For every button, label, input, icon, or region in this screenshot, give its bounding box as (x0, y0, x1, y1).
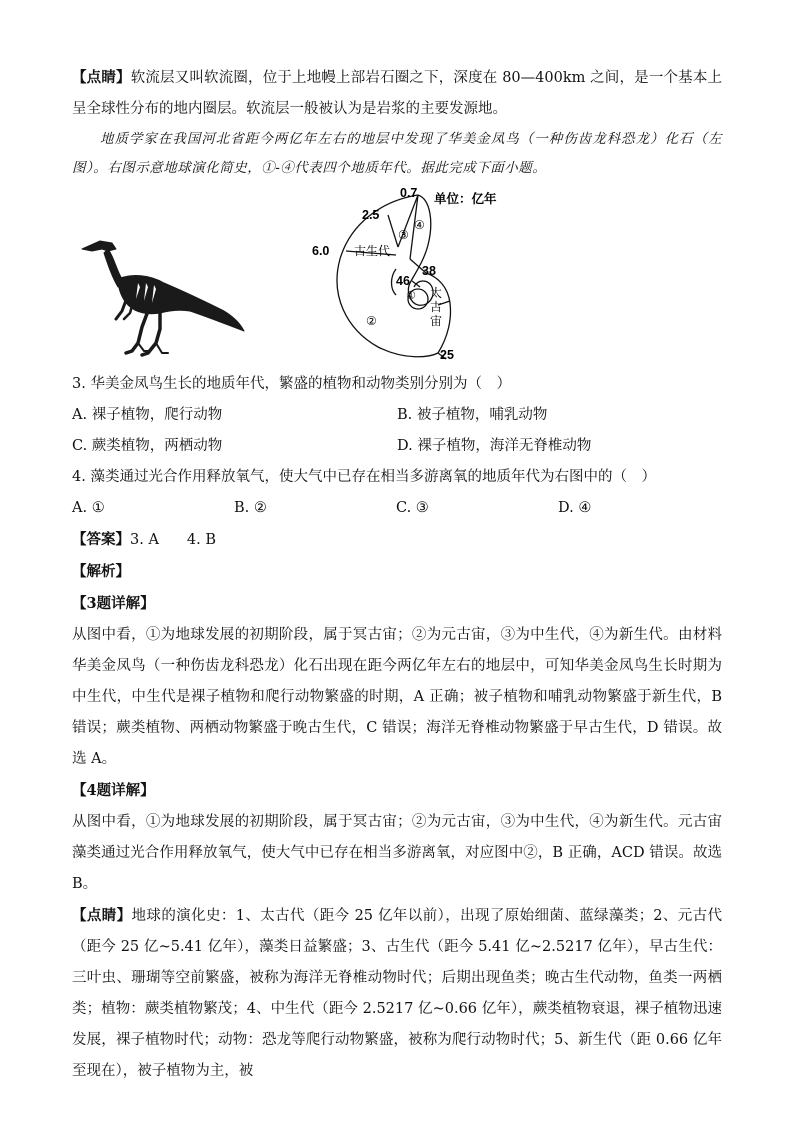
question-4-options (72, 493, 722, 524)
note-tag: 【点睛】 (72, 69, 131, 86)
label-0-7: 0.7 (400, 187, 418, 200)
q3-option-a: A. 裸子植物，爬行动物 (72, 407, 223, 423)
answer-4: 4. B (186, 532, 217, 548)
q4-option-a: A. ① (72, 500, 105, 516)
q3-option-b: B. 被子植物，哺乳动物 (397, 407, 548, 423)
unit-label: 单位：亿年 (434, 192, 497, 206)
q4-option-c: C. ③ (396, 500, 429, 516)
q3-option-d: D. 裸子植物，海洋无脊椎动物 (397, 438, 592, 454)
question-3-options-row-2 (72, 431, 722, 462)
question-3-stem: 3. 华美金凤鸟生长的地质年代，繁盛的植物和动物类别分别为（ ） (72, 376, 511, 392)
label-46: 46 (396, 274, 410, 288)
detail-4-heading: 【4题详解】 (72, 782, 155, 799)
q4-option-b: B. ② (234, 500, 267, 516)
note-paragraph-1 (72, 62, 722, 125)
material-intro: 地质学家在我国河北省距今两亿年左右的地层中发现了华美金凤鸟（一种伤齿龙科恐龙）化石（左图）。右图示意地球演化简史，①-④代表四个地质年代。据此完成下面小题。 (72, 131, 722, 176)
question-4-stem: 4. 藻类通过光合作用释放氧气，使大气中已存在相当多游离氧的地质年代为右图中的（ ） (72, 469, 656, 485)
note-text: 软流层又叫软流圈，位于上地幔上部岩石圈之下，深度在 80—400km 之间，是一个基本上呈全球性分布的地内圈层。软流层一般被认为是岩浆的主要发源地。 (72, 70, 722, 117)
note-paragraph-2 (72, 900, 722, 1087)
label-25: 25 (440, 348, 454, 362)
question-3-options-row-1 (72, 400, 722, 431)
label-tai: 太 (430, 286, 443, 300)
label-paleozoic: 古生代 (354, 244, 391, 258)
earth-evolution-spiral-diagram (310, 187, 540, 365)
q3-option-c: C. 蕨类植物，两栖动物 (72, 438, 223, 454)
figure-row (72, 187, 722, 369)
answer-tag: 【答案】 (72, 531, 130, 548)
analysis-heading: 【解析】 (72, 563, 130, 580)
detail-3-heading: 【3题详解】 (72, 595, 155, 612)
label-circle-4: ④ (414, 218, 425, 232)
label-gu: 古 (430, 300, 443, 314)
label-2-5: 2.5 (362, 208, 380, 222)
label-circle-1: ① (406, 289, 416, 302)
answer-3: 3. A (130, 532, 159, 548)
answer-line (72, 524, 722, 556)
label-38: 38 (422, 264, 436, 278)
label-6-0: 6.0 (312, 244, 330, 258)
detail-4-text: 从图中看，①为地球发展的初期阶段，属于冥古宙；②为元古宙，③为中生代，④为新生代。元古宙藻类通过光合作用释放氧气，使大气中已存在相当多游离氧，对应图中②，B 正确，ACD 错误。故选 B。 (72, 814, 722, 892)
label-circle-2: ② (366, 314, 377, 328)
q4-option-d: D. ④ (558, 500, 592, 516)
note-text-2: 地球的演化史：1、太古代（距今 25 亿年以前），出现了原始细菌、蓝绿藻类；2、元古代（距今 25 亿~5.41 亿年），藻类日益繁盛；3、古生代（距今 5.41 亿~2.5217 亿年），早古生代：三叶虫、珊瑚等空前繁盛，被称为海洋无脊椎动物时代；后期出现鱼类；晚古生代动物，鱼类一两栖类；植物：蕨类植物繁茂；4、中生代（距今 2.5217 亿~0.66 亿年），蕨类植物衰退，裸子植物迅速发展，裸子植物时代；动物：恐龙等爬行动物繁盛，被称为爬行动物时代；5、新生代（距 0.66 亿年至现在），被子植物为主，被 (72, 908, 722, 1079)
detail-3-text: 从图中看，①为地球发展的初期阶段，属于冥古宙；②为元古宙，③为中生代，④为新生代。由材料华美金凤鸟（一种伤齿龙科恐龙）化石出现在距今两亿年左右的地层中，可知华美金凤鸟生长时期为中生代，中生代是裸子植物和爬行动物繁盛的时期，A 正确；被子植物和哺乳动物繁盛于新生代，B 错误；蕨类植物、两栖动物繁盛于晚古生代，C 错误；海洋无脊椎动物繁盛于早古生代，D 错误。故选 A。 (72, 627, 722, 767)
note-tag-2: 【点睛】 (72, 907, 132, 924)
label-circle-3: ③ (398, 228, 409, 242)
label-zhou: 宙 (430, 314, 443, 328)
page-content (72, 62, 722, 1087)
dinosaur-fossil-illustration (78, 239, 248, 359)
